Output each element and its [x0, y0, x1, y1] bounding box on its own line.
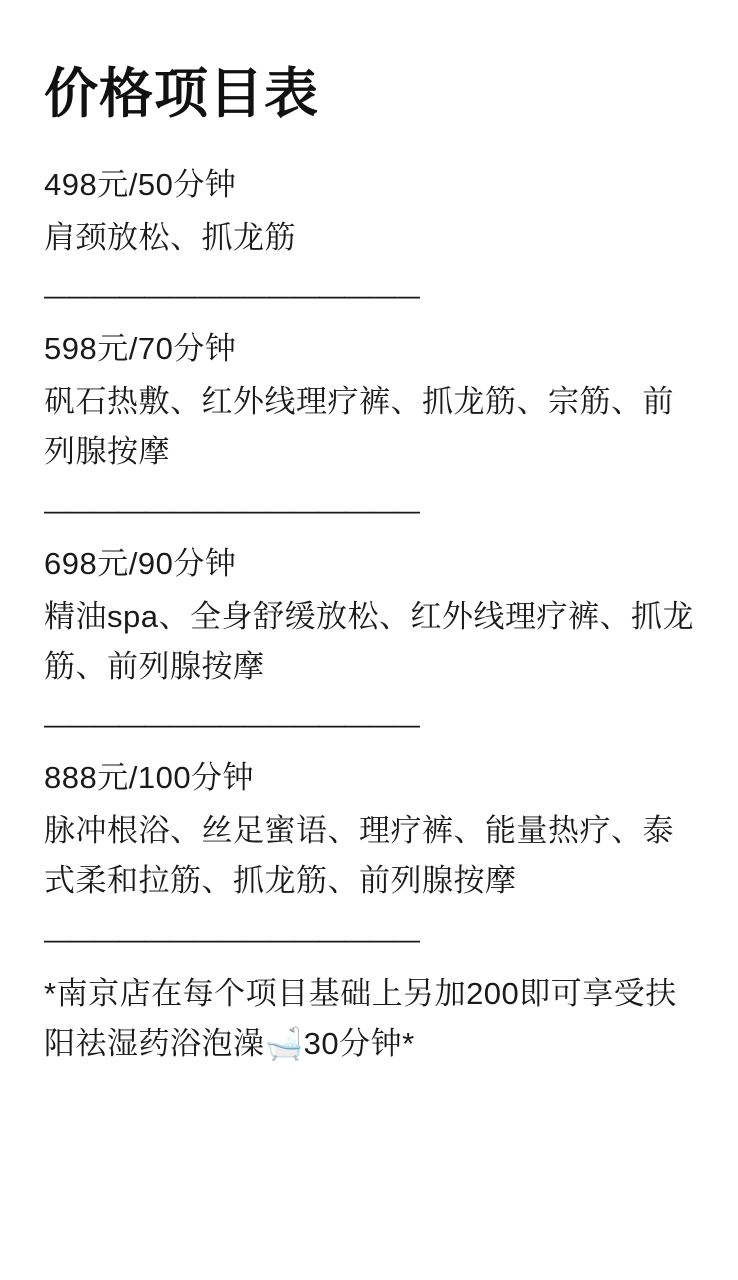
- bathtub-icon: 🛁: [264, 1025, 304, 1062]
- price-label: 888元/100分钟: [44, 760, 255, 796]
- section-divider: ———————————————: [44, 494, 419, 525]
- service-description: 矾石热敷、红外线理疗裤、抓龙筋、宗筋、前列腺按摩: [44, 384, 674, 470]
- section-divider: ———————————————: [44, 923, 419, 954]
- footnote-text-after: 30分钟*: [303, 1025, 415, 1061]
- price-label: 498元/50分钟: [44, 166, 237, 202]
- price-item: [44, 754, 698, 906]
- service-description: 肩颈放松、抓龙筋: [44, 219, 296, 255]
- service-description: 精油spa、全身舒缓放松、红外线理疗裤、抓龙筋、前列腺按摩: [44, 598, 694, 684]
- page-title: 价格项目表: [44, 64, 319, 124]
- price-label: 698元/90分钟: [44, 545, 237, 581]
- section-divider: ———————————————: [44, 709, 419, 740]
- footnote-text-before: *南京店在每个项目基础上另加200即可享受扶阳祛湿药浴泡澡: [44, 975, 677, 1061]
- price-item: [44, 325, 698, 477]
- footnote: [44, 969, 698, 1069]
- section-divider: ———————————————: [44, 280, 419, 311]
- service-description: 脉冲根浴、丝足蜜语、理疗裤、能量热疗、泰式柔和拉筋、抓龙筋、前列腺按摩: [44, 813, 674, 899]
- price-item: [44, 161, 698, 263]
- price-label: 598元/70分钟: [44, 331, 237, 367]
- price-item: [44, 540, 698, 692]
